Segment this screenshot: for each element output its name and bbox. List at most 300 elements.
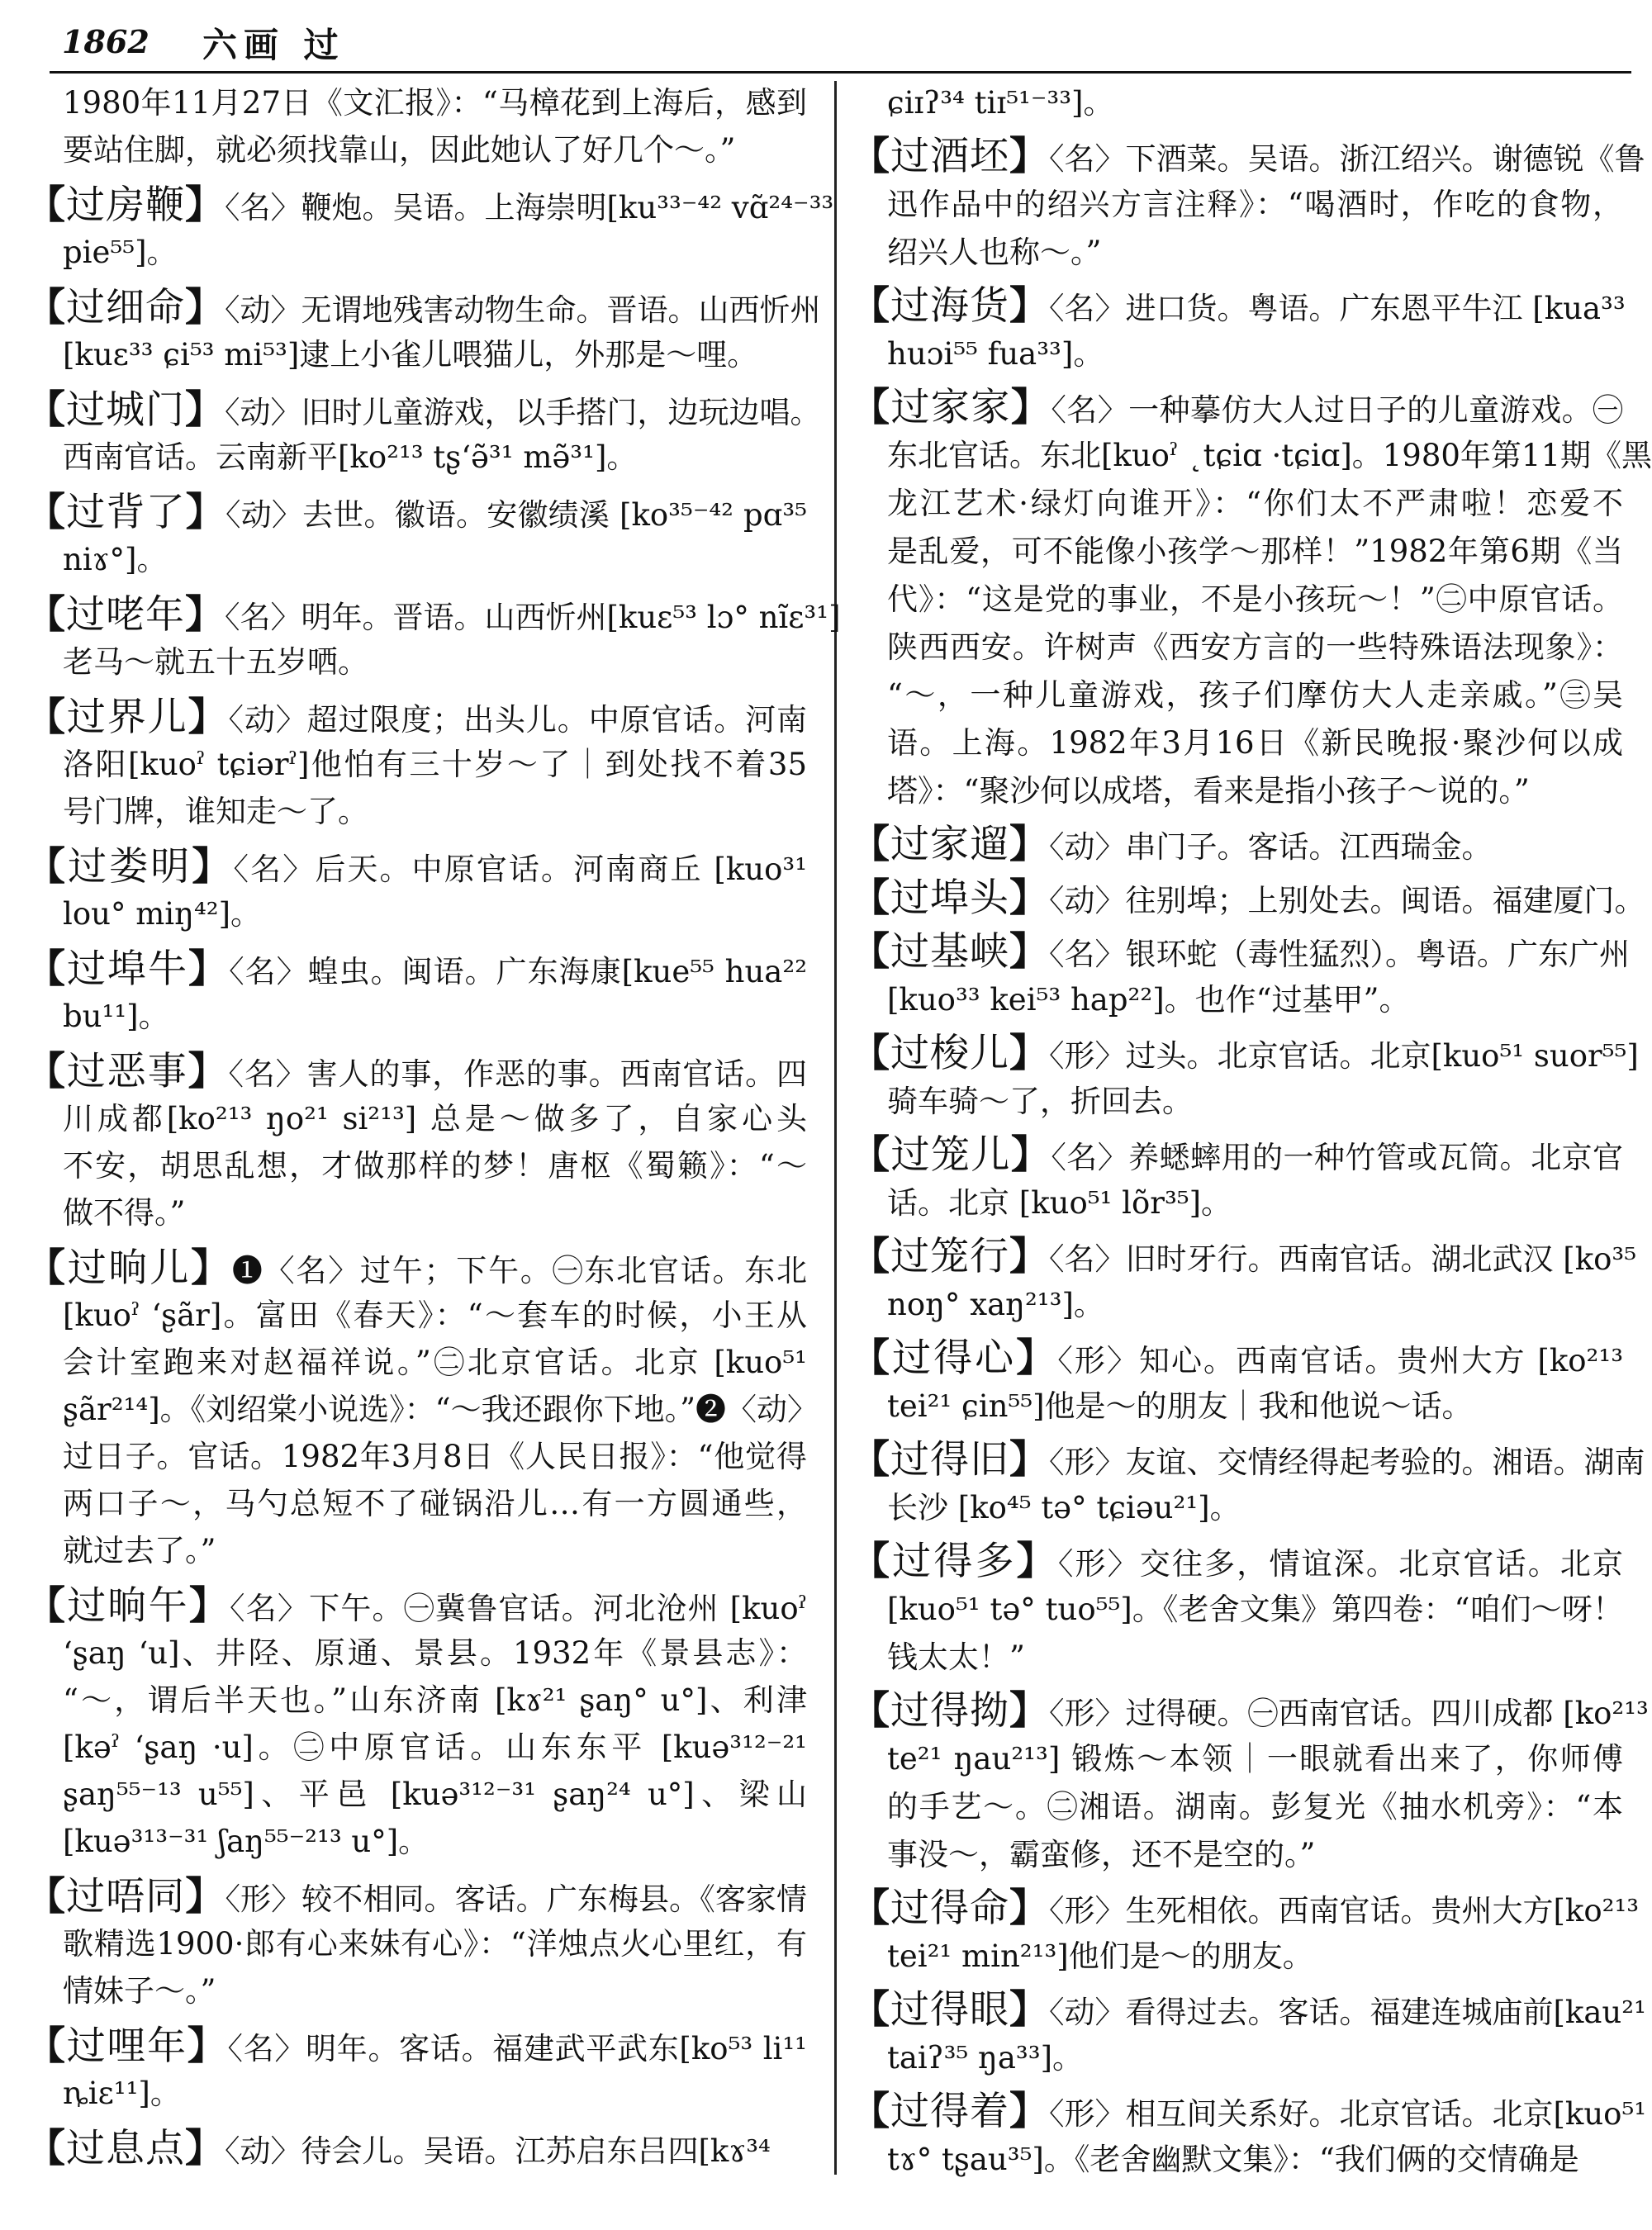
entry-line xyxy=(26,331,807,378)
entry-line xyxy=(26,591,841,638)
bracket-close: 】 xyxy=(185,490,225,535)
entry-line xyxy=(26,843,807,890)
headword-text: 过埠牛 xyxy=(67,947,189,992)
bracket-open: 【 xyxy=(851,1886,890,1931)
bracket-close: 】 xyxy=(185,2126,225,2171)
headword xyxy=(851,283,1049,329)
headword-text: 过细命 xyxy=(66,285,185,330)
entry-line xyxy=(26,1873,807,1920)
entry-text: bu¹¹]。 xyxy=(63,999,169,1034)
bracket-close: 】 xyxy=(188,1049,229,1094)
entry-text: 〈名〉银环蛇（毒性猛烈）。粤语。广东广州 xyxy=(1049,937,1630,972)
entry-text: 迅作品中的绍兴方言注释》：“喝酒时，作吃的食物， xyxy=(887,187,1623,222)
headword-text: 过唔同 xyxy=(66,1874,186,1919)
entry-line xyxy=(851,1986,1646,2034)
bracket-close: 】 xyxy=(1016,1336,1058,1381)
headword-text: 过笼行 xyxy=(890,1234,1009,1279)
headword xyxy=(26,387,225,433)
entry-text: 长沙 [ko⁴⁵ tə° tɕiəu²¹]。 xyxy=(887,1490,1241,1525)
entry-text: 〈名〉鞭炮。吴语。上海崇明[ku³³⁻⁴² vɑ̃²⁴⁻³³ xyxy=(225,190,834,225)
bracket-close: 】 xyxy=(1009,1234,1049,1279)
entry-line xyxy=(26,1920,807,1967)
entry-line xyxy=(851,1831,1623,1879)
bracket-open: 【 xyxy=(851,1987,890,2033)
entry-line xyxy=(26,284,821,331)
entry-line xyxy=(26,1339,807,1386)
entry-text: 〈动〉往别埠；上别处去。闽语。福建厦门。 xyxy=(1049,883,1645,918)
entry-text: ɕiɪʔ³⁴ tiɪ⁵¹⁻³³]。 xyxy=(887,85,1114,121)
entry-text: 〈动〉无谓地残害动物生命。晋语。山西忻州 xyxy=(225,292,821,328)
entry-line xyxy=(851,2034,1623,2082)
entry-text: 东北官话。东北[kuoˀ ˛tɕiɑ ·tɕiɑ]。1980年第11期《黑 xyxy=(887,438,1652,473)
headword-text: 过得着 xyxy=(890,2089,1009,2134)
dictionary-entry xyxy=(26,489,807,583)
dictionary-entry xyxy=(851,1986,1646,2082)
entry-text: 过日子。官话。1982年3月8日《人民日报》：“他觉得 xyxy=(63,1439,807,1474)
entry-text: 〈动〉去世。徽语。安徽绩溪 [ko³⁵⁻⁴² pɑ³⁵ xyxy=(225,497,808,533)
entry-line xyxy=(26,1142,807,1189)
entry-line xyxy=(851,2088,1647,2136)
headword-text: 过笼儿 xyxy=(890,1132,1011,1178)
entry-line xyxy=(26,2125,807,2172)
bracket-close: 】 xyxy=(185,592,225,638)
dictionary-entry xyxy=(26,284,821,378)
bracket-open: 【 xyxy=(26,1049,67,1094)
entry-text: “～，一种儿童游戏，孩子们摩仿大人走亲戚。”㊂吴 xyxy=(887,677,1623,713)
bracket-open: 【 xyxy=(26,1874,67,1919)
headword xyxy=(26,1049,229,1094)
headword xyxy=(851,1539,1058,1584)
entry-text: [kəˀ ʻʂaŋ ·u]。㊁中原官话。山东东平 [kuə³¹²⁻²¹ xyxy=(63,1729,807,1765)
bracket-open: 【 xyxy=(851,1132,891,1178)
entry-line xyxy=(26,1189,807,1236)
headword xyxy=(851,822,1049,867)
bracket-open: 【 xyxy=(851,1031,890,1076)
bracket-close: 】 xyxy=(188,695,229,740)
entry-text: 做不得。” xyxy=(63,1195,186,1231)
headword-text: 过家遛 xyxy=(890,822,1009,867)
bracket-open: 【 xyxy=(26,695,67,740)
headword xyxy=(851,1336,1057,1381)
entry-text: 钱太太！” xyxy=(887,1639,1025,1675)
dictionary-entry xyxy=(26,843,807,937)
entry-text: 事没～，霸蛮修，还不是空的。” xyxy=(887,1837,1316,1872)
entry-line xyxy=(851,79,1623,127)
entry-text: 西南官话。云南新平[ko²¹³ tʂʻə̃³¹ mə̃³¹]。 xyxy=(63,439,638,475)
headword xyxy=(851,134,1049,179)
headword-text: 过界儿 xyxy=(66,695,188,740)
headword xyxy=(26,1245,232,1291)
entry-text: 〈名〉蝗虫。闽语。广东海康[kue⁵⁵ hua²² xyxy=(229,954,808,989)
bracket-open: 【 xyxy=(851,929,890,975)
headword-text: 过城门 xyxy=(66,387,185,433)
entry-text: 情妹子～。” xyxy=(63,1973,216,2009)
dictionary-entry xyxy=(851,1436,1645,1532)
headword-text: 过海货 xyxy=(890,283,1009,329)
entry-line xyxy=(26,1724,807,1771)
entry-text: 〈形〉知心。西南官话。贵州大方 [ko²¹³ xyxy=(1057,1343,1624,1378)
entry-text: [kuo⁵¹ tə° tuo⁵⁵]。《老舍文集》第四卷：“咱们～呀！ xyxy=(887,1592,1623,1627)
entry-line xyxy=(851,1179,1623,1227)
bracket-close: 】 xyxy=(1009,134,1049,179)
entry-text: 〈名〉后天。中原官话。河南商丘 [kuo³¹ xyxy=(233,852,808,887)
entry-text: 陕西西安。许树声《西安方言的一些特殊语法现象》： xyxy=(887,629,1623,665)
headword xyxy=(851,1886,1049,1931)
headword-text: 过房鞭 xyxy=(66,183,185,228)
bracket-open: 【 xyxy=(851,822,890,867)
entry-text: 话。北京 [kuo⁵¹ lõr³⁵]。 xyxy=(887,1185,1232,1221)
entry-line xyxy=(26,890,807,937)
headword-text: 过晌午 xyxy=(67,1583,189,1629)
dictionary-entry xyxy=(26,1873,807,2014)
entry-line xyxy=(851,1233,1637,1281)
entry-line xyxy=(26,1386,818,1433)
entry-text: 〈形〉生死相依。西南官话。贵州大方[ko²¹³ xyxy=(1049,1893,1640,1929)
bracket-open: 【 xyxy=(26,285,66,330)
entry-text: 〈形〉过得硬。㊀西南官话。四川成都 [ko²¹³ xyxy=(1049,1696,1649,1731)
headword xyxy=(851,1437,1049,1483)
entry-text: niɤ°]。 xyxy=(63,542,168,577)
bracket-open: 【 xyxy=(851,1688,890,1734)
entry-continuation xyxy=(851,79,1623,127)
bracket-close: 】 xyxy=(1009,1886,1049,1931)
entry-line xyxy=(26,1771,807,1818)
entry-line xyxy=(26,229,807,276)
entry-line xyxy=(851,821,1623,869)
headword-text: 过息点 xyxy=(66,2126,185,2171)
bracket-close: 】 xyxy=(185,387,225,433)
dictionary-entry xyxy=(26,387,821,481)
entry-line xyxy=(26,1582,807,1630)
headword xyxy=(851,385,1051,430)
left-column xyxy=(26,79,841,2172)
bracket-open: 【 xyxy=(26,592,66,638)
bracket-open: 【 xyxy=(26,490,67,535)
entry-line xyxy=(26,79,807,126)
section-heading: 六画 过 xyxy=(202,25,345,65)
entry-line xyxy=(26,126,807,173)
entry-line xyxy=(851,1634,1623,1682)
dictionary-entry xyxy=(851,133,1645,277)
bracket-open: 【 xyxy=(851,1539,893,1584)
entry-line xyxy=(851,671,1623,719)
entry-line xyxy=(26,1527,807,1574)
bracket-open: 【 xyxy=(26,387,66,433)
entry-line xyxy=(851,2136,1623,2184)
bracket-open: 【 xyxy=(26,1583,68,1629)
dictionary-entry xyxy=(851,2088,1647,2184)
bracket-open: 【 xyxy=(851,2089,890,2134)
bracket-open: 【 xyxy=(851,385,891,430)
headword xyxy=(26,947,229,992)
entry-line xyxy=(26,1245,807,1292)
bracket-open: 【 xyxy=(26,2024,67,2069)
entry-text: 〈动〉待会儿。吴语。江苏启东吕四[kɤ³⁴ xyxy=(225,2133,771,2169)
entry-text: 的手艺～。㊁湘语。湖南。彭复光《抽水机旁》：“本 xyxy=(887,1789,1623,1824)
entry-text: 骑车骑～了，折回去。 xyxy=(887,1084,1193,1119)
entry-text: 川成都[ko²¹³ ŋo²¹ si²¹³] 总是～做多了，自家心头 xyxy=(63,1101,807,1136)
entry-line xyxy=(851,1885,1640,1933)
entry-line xyxy=(851,1538,1623,1586)
headword-text: 过埠头 xyxy=(890,875,1009,921)
entry-line xyxy=(851,624,1623,671)
entry-text: ʂaŋ⁵⁵⁻¹³ u⁵⁵]、平邑 [kuə³¹²⁻³¹ ʂaŋ²⁴ u°]、梁山 xyxy=(63,1777,807,1812)
entry-text: 龙江艺术·绿灯向谁开》：“你们太不严肃啦！恋爱不 xyxy=(887,486,1623,521)
entry-text: [kuo³³ kei⁵³ hap²²]。也作“过基甲”。 xyxy=(887,982,1410,1018)
entry-line xyxy=(851,528,1623,576)
headword-text: 过得多 xyxy=(892,1539,1017,1584)
entry-text: huɔi⁵⁵ fua³³]。 xyxy=(887,336,1104,372)
entry-line xyxy=(26,741,807,788)
headword-text: 过得心 xyxy=(892,1336,1017,1381)
bracket-open: 【 xyxy=(851,1234,890,1279)
bracket-close: 】 xyxy=(1010,1132,1051,1178)
entry-line xyxy=(851,1484,1623,1532)
entry-text: 不安，胡思乱想，才做那样的梦！唐枢《蜀籁》：“～ xyxy=(63,1148,807,1184)
headword-text: 过晌儿 xyxy=(67,1245,192,1291)
entry-text: [kuə³¹³⁻³¹ ʃaŋ⁵⁵⁻²¹³ u°]。 xyxy=(63,1824,430,1859)
entry-line xyxy=(26,2023,807,2070)
entry-text: 〈名〉下午。㊀冀鲁官话。河北沧州 [kuoˀ xyxy=(230,1591,808,1626)
dictionary-entry xyxy=(851,875,1645,923)
dictionary-entry xyxy=(851,1687,1649,1879)
headword xyxy=(851,1987,1049,2033)
entry-line xyxy=(851,480,1623,528)
dictionary-entry xyxy=(26,591,841,686)
bracket-open: 【 xyxy=(26,844,69,890)
headword-text: 过梭儿 xyxy=(890,1031,1009,1076)
dictionary-entry xyxy=(851,928,1630,1024)
bracket-close: 】 xyxy=(1009,1031,1049,1076)
entry-text: ȵiɛ¹¹]。 xyxy=(63,2076,181,2111)
entry-text: 〈名〉进口货。粤语。广东恩平牛江 [kua³³ xyxy=(1049,291,1626,326)
bracket-open: 【 xyxy=(851,283,890,329)
entry-line xyxy=(851,1735,1623,1783)
entry-text: 〈动〉看得过去。客话。福建连城庙前[kau²¹ xyxy=(1049,1995,1646,2030)
headword xyxy=(851,1688,1049,1734)
entry-line xyxy=(26,182,834,229)
bracket-close: 】 xyxy=(1009,875,1049,921)
dictionary-entry xyxy=(26,1245,818,1574)
bracket-close: 】 xyxy=(1009,283,1049,329)
bracket-close: 】 xyxy=(185,285,225,330)
entry-line xyxy=(26,694,807,741)
headword xyxy=(26,844,234,890)
entry-line xyxy=(26,788,807,835)
entry-line xyxy=(26,1818,807,1865)
entry-line xyxy=(851,384,1623,432)
entry-text: 〈动〉超过限度；出头儿。中原官话。河南 xyxy=(228,702,808,738)
entry-text: lou° miŋ⁴²]。 xyxy=(63,896,262,932)
entry-text: 〈形〉相互间关系好。北京官话。北京[kuo⁵¹ xyxy=(1049,2096,1647,2132)
bracket-close: 】 xyxy=(191,1245,232,1291)
column-divider xyxy=(834,81,837,2175)
entry-text: 号门牌，谁知走～了。 xyxy=(63,794,368,829)
headword-text: 过背了 xyxy=(66,490,186,535)
entry-line xyxy=(26,993,807,1040)
bracket-open: 【 xyxy=(26,947,68,992)
bracket-close: 】 xyxy=(1009,1437,1049,1483)
bracket-close: 】 xyxy=(1009,822,1049,867)
bracket-close: 】 xyxy=(1009,2089,1049,2134)
bracket-close: 】 xyxy=(188,1583,230,1629)
dictionary-entry xyxy=(851,821,1623,869)
page-number: 1862 xyxy=(62,23,150,60)
entry-line xyxy=(851,1281,1623,1329)
entry-continuation xyxy=(26,79,807,173)
dictionary-entry xyxy=(851,1030,1639,1126)
entry-text: 〈名〉害人的事，作恶的事。西南官话。四 xyxy=(228,1056,808,1092)
dictionary-entry xyxy=(26,946,807,1040)
dictionary-entry xyxy=(851,1538,1623,1682)
headword-text: 过哩年 xyxy=(66,2024,188,2069)
entry-line xyxy=(26,1967,807,2014)
bracket-open: 【 xyxy=(851,134,890,179)
headword xyxy=(26,490,225,535)
entry-text: 代》：“这是党的事业，不是小孩玩～！”㊁中原官话。 xyxy=(887,581,1623,617)
entry-line xyxy=(26,1048,807,1095)
entry-line xyxy=(851,1783,1623,1831)
dictionary-entry xyxy=(851,1335,1623,1431)
entry-text: 〈名〉旧时牙行。西南官话。湖北武汉 [ko³⁵ xyxy=(1049,1241,1637,1277)
entry-line xyxy=(851,1383,1623,1431)
headword-text: 过娄明 xyxy=(68,844,192,890)
headword xyxy=(851,929,1049,975)
bracket-close: 】 xyxy=(1009,1688,1049,1734)
header-rule xyxy=(50,71,1631,74)
headword xyxy=(851,875,1049,921)
headword xyxy=(851,1031,1049,1076)
bracket-close: 】 xyxy=(1010,385,1051,430)
headword-text: 过咾年 xyxy=(66,592,185,638)
entry-text: te²¹ ŋau²¹³] 锻炼～本领｜一眼就看出来了，你师傅 xyxy=(887,1741,1623,1777)
dictionary-entry xyxy=(851,282,1626,378)
entry-text: 〈名〉一种摹仿大人过日子的儿童游戏。㊀ xyxy=(1051,392,1624,428)
headword xyxy=(851,1234,1049,1279)
entry-text: [kuɛ³³ ɕi⁵³ mi⁵³]逮上小雀儿喂猫儿，外那是～哩。 xyxy=(63,337,758,372)
headword-text: 过基峡 xyxy=(890,929,1009,975)
dictionary-entry xyxy=(26,1048,807,1236)
entry-line xyxy=(851,719,1623,767)
entry-text: 〈形〉较不相同。客话。广东梅县。《客家情 xyxy=(225,1881,808,1917)
entry-text: 塔》：“聚沙何以成塔，看来是指小孩子～说的。” xyxy=(887,773,1530,809)
entry-line xyxy=(851,330,1623,378)
bracket-open: 【 xyxy=(851,1437,890,1483)
entry-line xyxy=(26,1292,807,1339)
entry-line xyxy=(851,1335,1623,1383)
entry-text: 是乱爱，可不能像小孩学～那样！”1982年第6期《当 xyxy=(887,534,1623,569)
entry-text: 〈名〉下酒菜。吴语。浙江绍兴。谢德锐《鲁 xyxy=(1049,141,1645,177)
bracket-close: 】 xyxy=(187,2024,228,2069)
entry-text: 〈名〉养蟋蟀用的一种竹管或瓦筒。北京官 xyxy=(1051,1140,1624,1175)
dictionary-entry xyxy=(26,1582,807,1865)
headword xyxy=(26,2126,225,2171)
entry-text: tei²¹ ɕin⁵⁵]他是～的朋友｜我和他说～话。 xyxy=(887,1388,1473,1424)
headword-text: 过酒坯 xyxy=(890,134,1009,179)
entry-line xyxy=(26,2070,807,2117)
bracket-close: 】 xyxy=(188,947,230,992)
entry-line xyxy=(851,1687,1649,1735)
entry-text: 两口子～，马勺总短不了碰锅沿儿…有一方圆通些， xyxy=(63,1486,807,1521)
entry-text: ❶〈名〉过午；下午。㊀东北官话。东北 xyxy=(231,1253,808,1288)
entry-text: 〈形〉交往多，情谊深。北京官话。北京 xyxy=(1057,1546,1624,1582)
dictionary-entry xyxy=(851,1233,1637,1329)
entry-line xyxy=(851,767,1623,815)
headword-text: 过恶事 xyxy=(66,1049,188,1094)
bracket-close: 】 xyxy=(1009,929,1049,975)
entry-line xyxy=(851,1030,1639,1078)
headword xyxy=(26,2024,228,2069)
bracket-close: 】 xyxy=(185,1874,225,1919)
entry-line xyxy=(26,946,807,993)
entry-text: 〈动〉串门子。客话。江西瑞金。 xyxy=(1049,829,1493,865)
bracket-open: 【 xyxy=(26,183,66,228)
entry-line xyxy=(851,432,1652,480)
headword xyxy=(26,1583,230,1629)
bracket-open: 【 xyxy=(26,1245,68,1291)
entry-line xyxy=(26,536,807,583)
headword xyxy=(851,2089,1049,2134)
entry-text: 〈形〉过头。北京官话。北京[kuo⁵¹ suor⁵⁵] xyxy=(1049,1038,1639,1074)
entry-text: 〈名〉明年。晋语。山西忻州[kuɛ⁵³ lɔ° nĩɛ³¹] xyxy=(225,600,841,635)
headword-text: 过得眼 xyxy=(890,1987,1009,2033)
entry-text: 〈形〉友谊、交情经得起考验的。湘语。湖南 xyxy=(1049,1445,1645,1480)
entry-text: “～，谓后半天也。”山东济南 [kɤ²¹ ʂaŋ° u°]、利津 xyxy=(63,1682,807,1718)
entry-line xyxy=(851,928,1630,976)
entry-text: 会计室跑来对赵福祥说。”㊁北京官话。北京 [kuo⁵¹ xyxy=(63,1345,807,1380)
headword xyxy=(26,285,225,330)
entry-text: ʂãr²¹⁴]。《刘绍棠小说选》：“～我还跟你下地。”❷〈动〉 xyxy=(63,1392,818,1427)
entry-line xyxy=(26,1480,807,1527)
headword xyxy=(26,1874,225,1919)
headword-text: 过得旧 xyxy=(890,1437,1009,1483)
bracket-open: 【 xyxy=(26,2126,66,2171)
dictionary-entry xyxy=(26,2125,807,2172)
dictionary-entry xyxy=(851,1885,1640,1981)
bracket-close: 】 xyxy=(185,183,225,228)
entry-text: 就过去了。” xyxy=(63,1533,216,1568)
entry-line xyxy=(851,133,1645,181)
entry-text: 1980年11月27日《文汇报》：“马樟花到上海后，感到 xyxy=(63,85,807,121)
entry-line xyxy=(26,434,807,481)
dictionary-entry xyxy=(851,1132,1623,1227)
dictionary-entry xyxy=(851,384,1652,815)
entry-line xyxy=(26,387,821,434)
entry-text: tɤ° tʂau³⁵]。《老舍幽默文集》：“我们俩的交情确是 xyxy=(887,2142,1579,2177)
dictionary-entry xyxy=(26,182,834,276)
entry-text: ʻʂaŋ ʻu]、井陉、原通、景县。1932年《景县志》： xyxy=(63,1635,807,1671)
entry-line xyxy=(851,1078,1623,1126)
bracket-close: 】 xyxy=(192,844,234,890)
entry-line xyxy=(851,1933,1623,1981)
headword xyxy=(851,1132,1051,1178)
entry-line xyxy=(851,181,1623,229)
entry-text: 〈名〉明年。客话。福建武平武东[ko⁵³ li¹¹ xyxy=(227,2031,808,2066)
bracket-close: 】 xyxy=(1009,1987,1049,2033)
entry-line xyxy=(26,1677,807,1724)
entry-text: 〈动〉旧时儿童游戏，以手搭门，边玩边唱。 xyxy=(225,395,821,430)
entry-line xyxy=(851,1436,1645,1484)
entry-text: 绍兴人也称～。” xyxy=(887,235,1102,270)
entry-text: pie⁵⁵]。 xyxy=(63,235,178,270)
entry-text: 歌精选1900·郎有心来妹有心》：“洋烛点火心里红，有 xyxy=(63,1926,807,1962)
entry-line xyxy=(26,1095,807,1142)
entry-line xyxy=(26,638,807,686)
entry-text: taiʔ³⁵ ŋa³³]。 xyxy=(887,2040,1084,2076)
entry-line xyxy=(851,1132,1623,1179)
entry-line xyxy=(26,1630,807,1677)
entry-line xyxy=(851,875,1645,923)
